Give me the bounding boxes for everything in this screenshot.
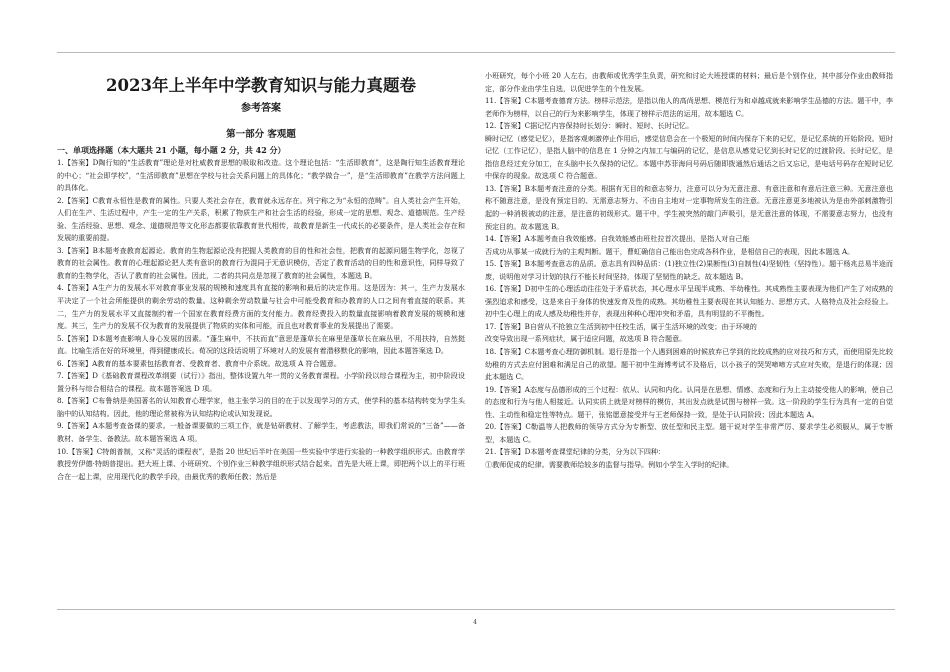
answer-paragraph: 12.【答案】C据记忆内容保持时长划分：瞬时、短时、长时记忆。 bbox=[485, 121, 694, 131]
answer-paragraph: 1.【答案】D陶行知的“生活教育”理论是对杜威教育思想的吸取和改造。这个理论包括：“生活即教育”，这是陶行知生活教育理论的中心；“社会即学校”，“生活即教育”思想在学校与社会关系问题上的具体化；“教学做合一”，是“生活即教育”在教学方法问题上的具体化。 bbox=[57, 158, 465, 193]
answer-paragraph: 16.【答案】D初中生的心理活动往往处于矛盾状态，其心理水平呈现半成熟、半幼稚性。其成熟性主要表现为他们产生了对成熟的强烈追求和感受，这是来自于身体的快速发育及性的成熟。其幼稚性主要表现在其认知能力、思想方式、人格特点及社会经验上。初中生心理上的成人感及幼稚性并存，表现出种种心理冲突和矛盾，具有明显的不平衡性。 bbox=[485, 284, 893, 319]
answer-paragraph: 15.【答案】B本题考查意志的品质。意志具有四种品质：(1)独立性(2)果断性(3)自制性(4)坚韧性（坚持性）。题干杨兆总易半途而废，说明他对学习计划的执行不能长时间坚持，体现了坚韧性的缺乏。故本题选 B。 bbox=[485, 259, 893, 281]
bottom-rule bbox=[57, 609, 895, 610]
answer-paragraph: 8.【答案】C布鲁纳是美国著名的认知教育心理学家，他主张学习的目的在于以发现学习的方式，使学科的基本结构转变为学生头脑中的认知结构。因此，他的理论常被称为认知结构论或认知发现说。 bbox=[57, 396, 465, 418]
answer-paragraph: 17.【答案】B自营从不抢独立生活到初中任校生活，属于生活环境的改变；由于环境的 bbox=[485, 321, 757, 331]
answer-paragraph: 3.【答案】B本题考查教育起源论。教育的生物起源论没有把握人类教育的目的性和社会性，把教育的起源问题生物学化，忽视了教育的社会属性。教育的心理起源论把人类有意识的教育行为混同于无意识模仿，否定了教育活动的目的性和意识性，同样导致了教育的生物学化，否认了教育的社会属性。因此，二者的共同点是忽视了教育的社会属性，本题选 B。 bbox=[57, 245, 465, 280]
answer-paragraph: 5.【答案】D本题考查影响人身心发展的因素。“蓬生麻中，不扶而直”意思是蓬草长在麻里是蓬草长在麻丛里，不用扶持，自然挺直。比喻生活在好的环境里，得到健康成长。荀况的这段话说明了环境对人的发展有着潜移默化的影响，因此本题答案选 D。 bbox=[57, 333, 465, 356]
answer-paragraph: 10.【答案】C特朗普制，又称“灵活的课程表”，是指 20 世纪后半叶在美国一些实验中学进行实验的一种教学组织形式。由教育学教授劳伊德·特朗普提出。把大班上课、小班研究、个别作业三种教学组织形式结合起来。首先是大班上课，即把两个以上的平行班合在一起上课，应用现代化的教学手段，由最优秀的教师任教；然后是 bbox=[57, 446, 465, 481]
answer-paragraph: 瞬时记忆（感觉记忆），是指客观刺激停止作用后，感觉信息会在一个极短的时间内保存下来的记忆，是记忆系统的开始阶段。短时记忆（工作记忆），是指人脑中的信息在 1 分钟之内加工与编码的记忆，是信息从感觉记忆到长时记忆的过渡阶段。长时记忆，是指信息经过充分加工，在头脑中长久保持的记忆。本题中苏菲海问号码后随即拨通然后通话之后又忘记，是电话号码存在短时记忆中保存的现象。故选项 C 符合题意。 bbox=[485, 133, 893, 181]
answer-paragraph: 小班研究，每个小班 20 人左右，由教师或优秀学生负责，研究和讨论大班授课的材料；最后是个别作业，其中部分作业由教师指定，部分作业由学生自选，以促进学生的个性发展。 bbox=[485, 71, 893, 93]
answer-paragraph: 14.【答案】A本题考查自我效能感。自我效能感由班杜拉首次提出，是指人对自己能 bbox=[485, 234, 750, 244]
left-column bbox=[57, 70, 465, 483]
answer-paragraph: 6.【答案】A教育的基本要素包括教育者、受教育者、教育中介系统。故选项 A 符合题意。 bbox=[57, 358, 341, 368]
page-subtitle: 参考答案 bbox=[241, 103, 281, 114]
page-number: 4 bbox=[473, 619, 477, 626]
page-title: 2023年上半年中学教育知识与能力真题卷 bbox=[106, 76, 416, 95]
answer-paragraph: 18.【答案】C本题考查心理防御机制。退行是指一个人遇到困难的时候放弃已学到的比较成熟的应对技巧和方式，而使用原先比较幼稚的方式去应付困难和满足自己的欲望。题干初中生海博考试不及格后，以小孩子的哭哭啼啼方式应对失败，是退行的体现；因此本题选 C。 bbox=[485, 347, 893, 382]
section-heading: 一、单项选择题（本大题共 21 小题，每小题 2 分，共 42 分） bbox=[57, 145, 286, 155]
answer-paragraph: 21.【答案】D本题考查课堂纪律的分类，分为以下四种： bbox=[485, 447, 666, 457]
answer-paragraph: 7.【答案】D《基础教育课程改革纲要（试行）》指出，整体设置九年一贯的义务教育课程。小学阶段以综合课程为主，初中阶段设置分科与综合相结合的课程。故本题答案选 D 项。 bbox=[57, 371, 465, 393]
part-heading: 第一部分 客观题 bbox=[226, 129, 296, 140]
answer-paragraph: ①教师促成的纪律。需要教师给较多的监督与指导。例如小学生入学时的纪律。 bbox=[485, 459, 734, 469]
answer-paragraph: 4.【答案】A生产力的发展水平对教育事业发展的规模和速度具有直接的影响和最后的决定作用。这是因为：其一，生产力发展水平决定了一个社会所能提供的剩余劳动的数量。这种剩余劳动数量与社会中可能受教育和办教育的人口之间有着直接的联系。其二，生产力的发展水平又直接制约着一个国家在教育经费方面的支付能力。教育经费投入的数量直接影响着教育发展的规模和速度。其三，生产力的发展不仅为教育的发展提供了物质的实体和可能，而且也对教育事业的发展提出了需要。 bbox=[57, 283, 465, 331]
answer-paragraph: 19.【答案】A态度与品德形成的三个过程：依从、认同和内化。认同是在思想、情感、态度和行为上主动接受他人的影响，使自己的态度和行为与他人相接近。认同实质上就是对榜样的模仿，其出发点就是试图与榜样一致。这一阶段的学生行为具有一定的自觉性、主动性和稳定性等特点。题干，张铭愿意接受并与王老师保持一致，是处于认同阶段；因此本题选 A。 bbox=[485, 384, 893, 419]
right-column bbox=[485, 70, 893, 472]
answer-paragraph: 9.【答案】A本题考查备课的要求。一般备课要做的三项工作，就是钻研教材、了解学生，考虑教法，即我们常说的“三备”——备教材、备学生、备教法。故本题答案选 A 项。 bbox=[57, 421, 465, 444]
top-rule bbox=[57, 52, 895, 53]
answer-paragraph: 否成功从事某一成就行为的主观判断。题干，曹虹确信自己能出色完成各科作业，是相信自己的表现，因此本题选 A。 bbox=[485, 246, 855, 256]
answer-paragraph: 2.【答案】C教育永恒性是教育的属性。只要人类社会存在，教育就永远存在。列宁称之为“永恒的范畴”。自人类社会产生开始，人们在生产、生活过程中，产生一定的生产关系，积累了物质生产和社会生活的经验，形成一定的思想、观念、道德规范。生产经验、生活经验、思想、观念、道德规范等文化形态都要依靠教育世代相传，故教育是新生一代成长的必要条件，是人类社会存在和发展的重要前提。 bbox=[57, 195, 465, 243]
answer-paragraph: 13.【答案】B本题考查注意的分类。根据有无目的和意志努力，注意可以分为无意注意、有意注意和有意后注意三种。无意注意也称不随意注意，是没有预定目的、无需意志努力、不由自主地对一定事物所发生的注意。无意注意更多地被认为是由外部刺激物引起的一种消极被动的注意，是注意的初级形式。题干中，学生被突然的敲门声吸引，是无意注意的体现，不需要意志努力，也没有预定目的。故本题选 B。 bbox=[485, 183, 893, 231]
answer-paragraph: 20.【答案】C勒温等人把教师的领导方式分为专断型、放任型和民主型。题干说对学生非常严厉、要求学生必须服从，属于专断型，本题选 C。 bbox=[485, 422, 893, 444]
answer-paragraph: 改变导致出现一系列症状，属于适应问题，故选项 B 符合题意。 bbox=[485, 334, 687, 344]
answer-paragraph: 11.【答案】C本题考查德育方法。榜样示范法，是指以他人的高尚思想、模范行为和卓越成就来影响学生品德的方法。题干中，李老师作为榜样，以自己的行为来影响学生，体现了榜样示范法的运用，故本题选 C。 bbox=[485, 96, 893, 118]
